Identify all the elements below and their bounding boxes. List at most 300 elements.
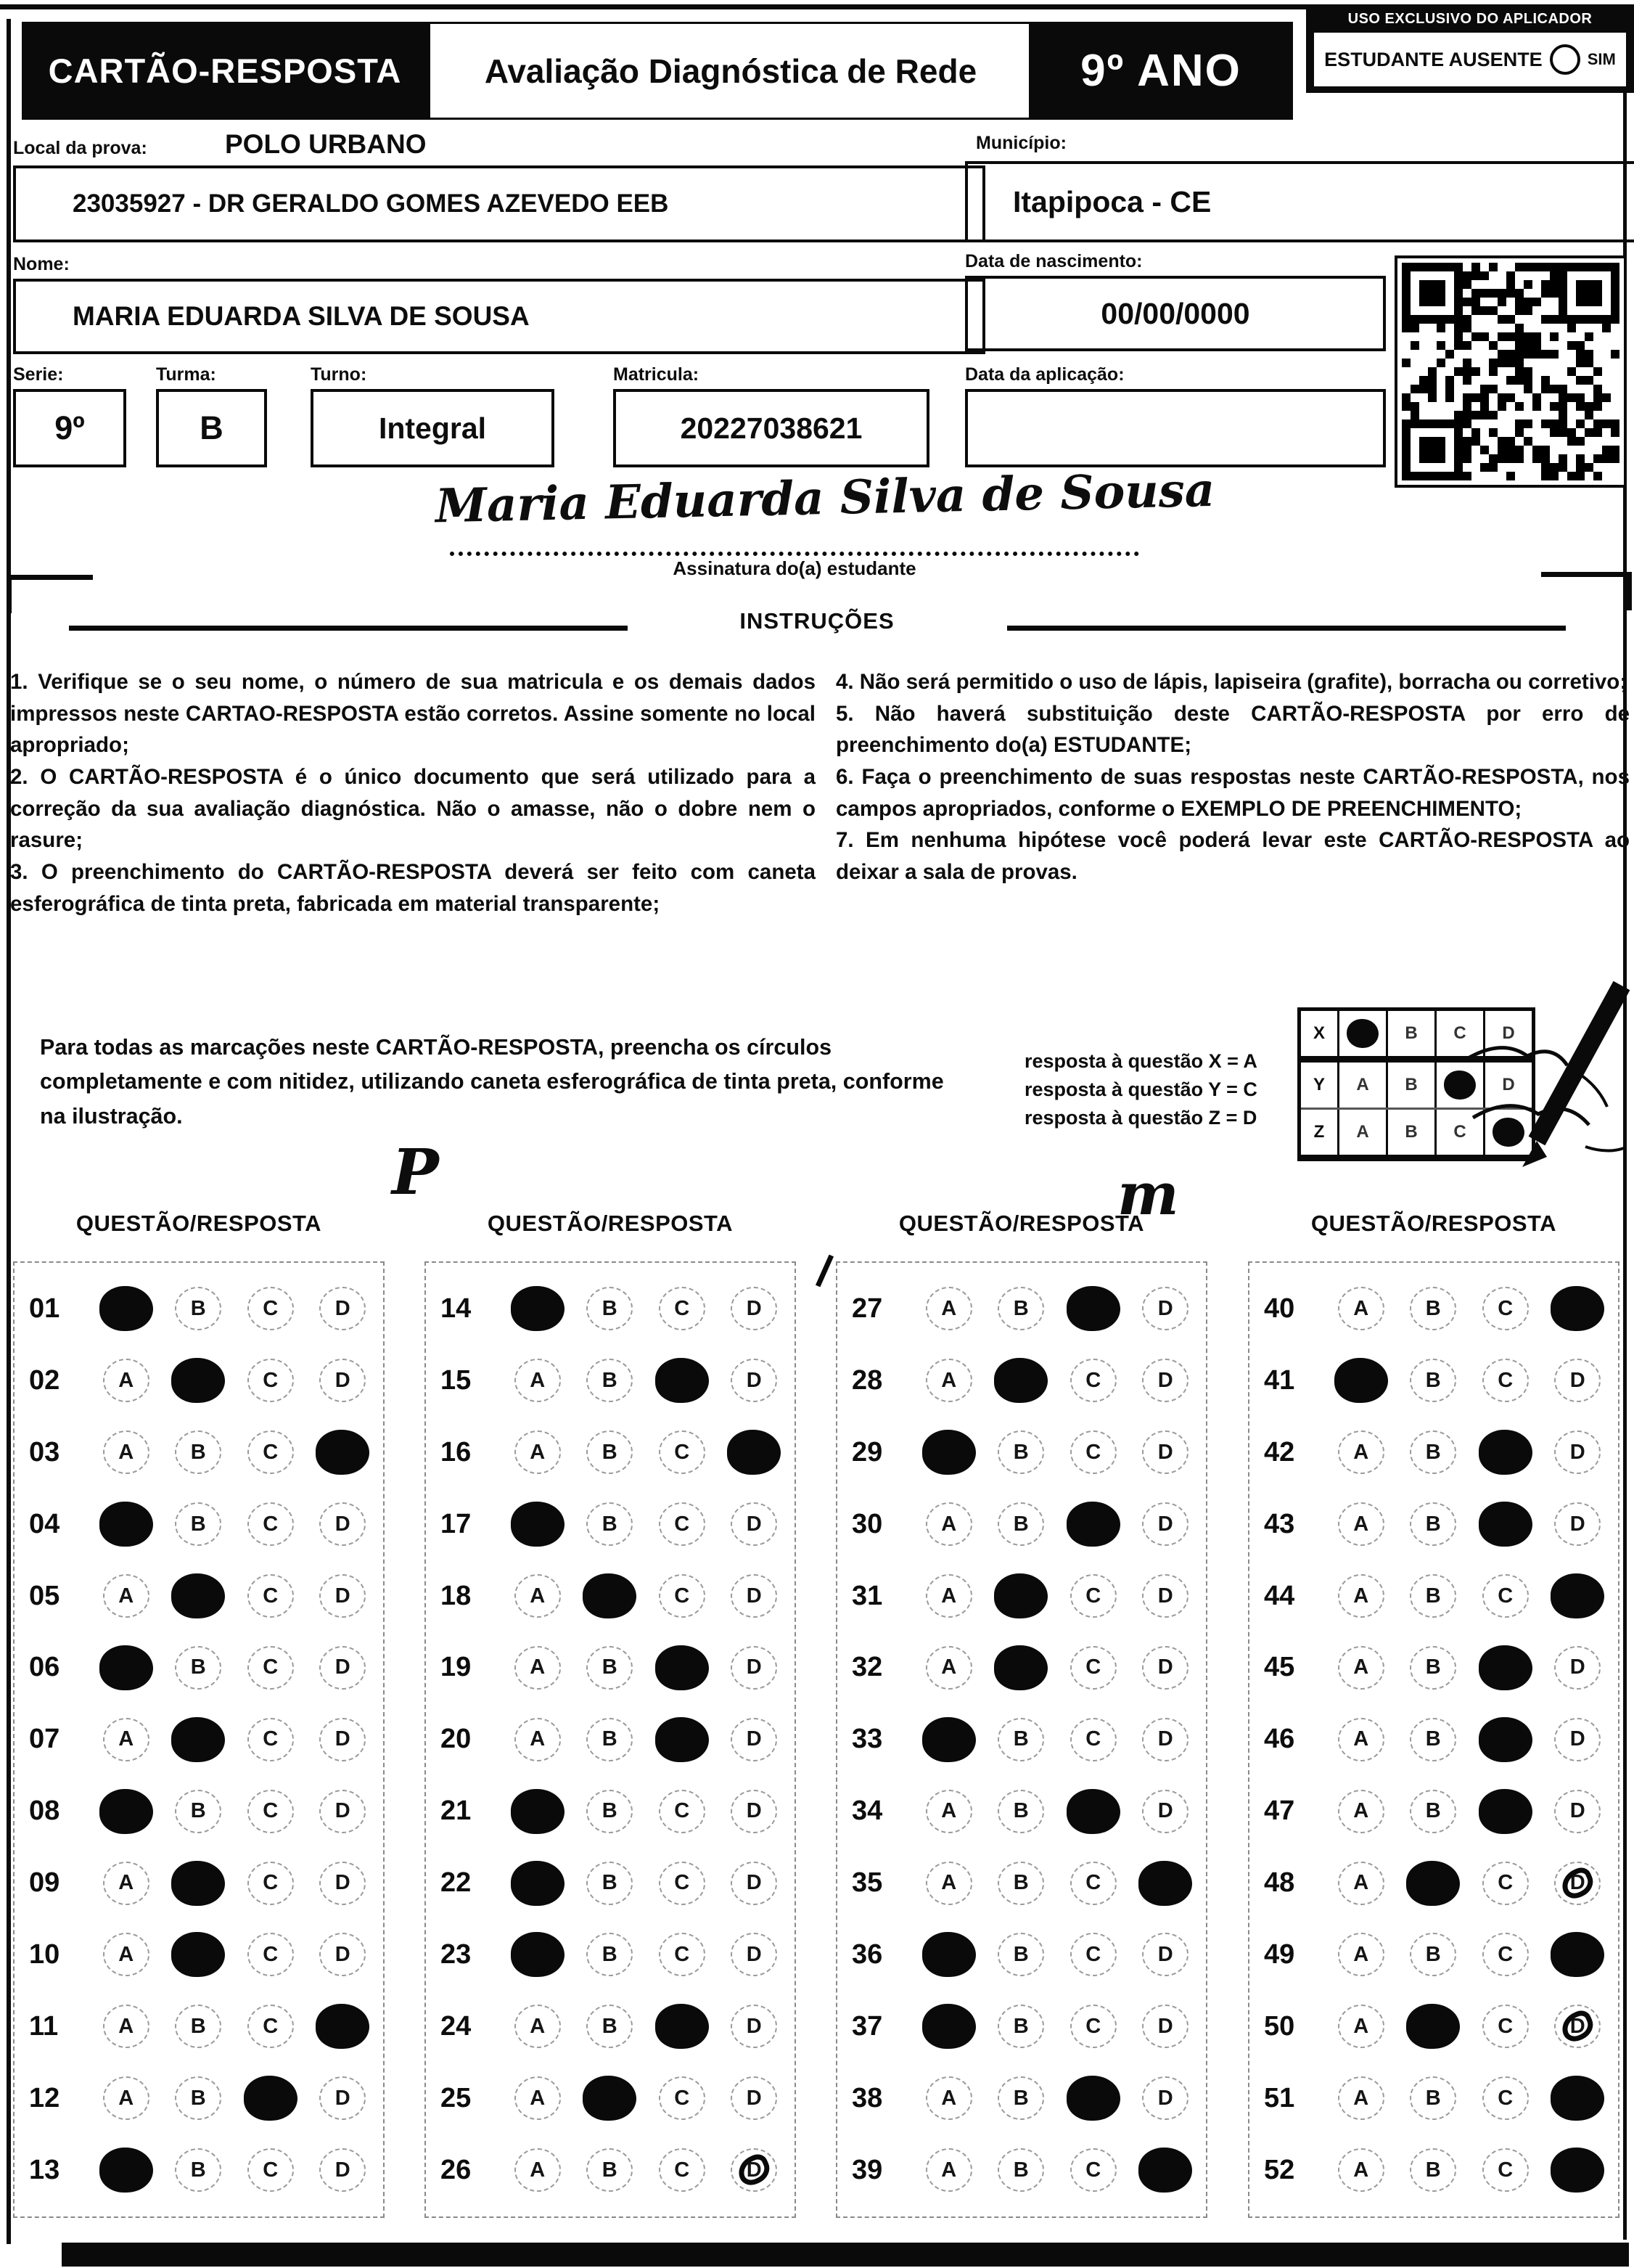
bubble-q39-a[interactable]: A <box>913 2148 985 2192</box>
bubble-q30-b[interactable]: B <box>985 1502 1058 1546</box>
bubble-q06-d[interactable]: D <box>307 1646 379 1690</box>
instruction-item: 4. Não será permitido o uso de lápis, lapiseira (grafite), borracha ou corretivo; <box>836 670 1627 694</box>
question-number: 42 <box>1264 1436 1295 1467</box>
question-number: 44 <box>1264 1580 1295 1611</box>
bubble-q29-c[interactable]: C <box>1057 1430 1130 1474</box>
bubble-q37-a[interactable] <box>913 2004 985 2049</box>
bubble-q43-d[interactable]: D <box>1542 1502 1614 1546</box>
bubble-q41-c[interactable]: C <box>1469 1359 1542 1402</box>
corner-mark-right <box>1541 572 1632 610</box>
answer-row-20 <box>430 1703 790 1775</box>
bubble-q21-d[interactable]: D <box>718 1790 791 1833</box>
bubble-q05-b[interactable] <box>163 1573 235 1618</box>
matricula-label: Matricula: <box>613 364 699 385</box>
bubble-q40-b[interactable]: B <box>1397 1287 1470 1330</box>
bubble-q01-b[interactable]: B <box>163 1287 235 1330</box>
bubble-q51-c[interactable]: C <box>1469 2076 1542 2120</box>
bubble-q46-d[interactable]: D <box>1542 1718 1614 1761</box>
instruction-item: 2. O CARTÃO-RESPOSTA é o único documento que será utilizado para a correção da sua avaliação diagnóstica. Não o amasse, não o dobre nem o rasure; <box>10 764 816 853</box>
bubble-q49-b[interactable]: B <box>1397 1933 1470 1976</box>
bubble-q24-a[interactable]: A <box>501 2005 574 2048</box>
question-number: 43 <box>1264 1508 1295 1539</box>
bubble-q49-c[interactable]: C <box>1469 1933 1542 1976</box>
bubble-q27-d[interactable]: D <box>1130 1287 1202 1330</box>
bubble-q36-a[interactable] <box>913 1932 985 1977</box>
bubble-q18-d[interactable]: D <box>718 1574 791 1618</box>
bubble-q20-d[interactable]: D <box>718 1718 791 1761</box>
bubble-q47-d[interactable]: D <box>1542 1790 1614 1833</box>
bubble-q50-a[interactable]: A <box>1325 2005 1397 2048</box>
bubble-q45-c[interactable] <box>1469 1645 1542 1690</box>
bubble-q27-a[interactable]: A <box>913 1287 985 1330</box>
bubble-q16-d[interactable] <box>718 1430 791 1475</box>
instructions-rule-right <box>1007 626 1566 631</box>
bubble-q45-b[interactable]: B <box>1397 1646 1470 1690</box>
example-bubble-Y-D: D <box>1483 1063 1532 1108</box>
bubble-q11-a[interactable]: A <box>90 2005 163 2048</box>
bubble-q01-d[interactable]: D <box>307 1287 379 1330</box>
bubble-q29-a[interactable] <box>913 1430 985 1475</box>
bubble-q19-d[interactable]: D <box>718 1646 791 1690</box>
bubble-q12-a[interactable]: A <box>90 2076 163 2120</box>
bubble-q14-b[interactable]: B <box>574 1287 646 1330</box>
bubble-q18-b[interactable] <box>574 1573 646 1618</box>
bubble-q34-d[interactable]: D <box>1130 1790 1202 1833</box>
bubble-q23-d[interactable]: D <box>718 1933 791 1976</box>
answer-row-31 <box>842 1560 1202 1632</box>
bubble-q52-c[interactable]: C <box>1469 2148 1542 2192</box>
bubble-q40-c[interactable]: C <box>1469 1287 1542 1330</box>
bubble-q07-a[interactable]: A <box>90 1718 163 1761</box>
bubble-q09-b[interactable] <box>163 1861 235 1906</box>
bubble-q28-b[interactable] <box>985 1358 1058 1403</box>
bubble-q02-c[interactable]: C <box>234 1359 307 1402</box>
bubble-q38-c[interactable] <box>1057 2076 1130 2121</box>
bubble-q04-b[interactable]: B <box>163 1502 235 1546</box>
bubble-q12-d[interactable]: D <box>307 2076 379 2120</box>
bubble-q22-d[interactable]: D <box>718 1862 791 1905</box>
question-number: 51 <box>1264 2082 1295 2113</box>
question-number: 03 <box>29 1436 60 1467</box>
question-number: 28 <box>852 1364 883 1396</box>
bubble-q37-b[interactable]: B <box>985 2005 1058 2048</box>
bubble-q21-c[interactable]: C <box>646 1790 718 1833</box>
bubble-q41-a[interactable] <box>1325 1358 1397 1403</box>
bubble-q30-c[interactable] <box>1057 1502 1130 1547</box>
bubble-q04-c[interactable]: C <box>234 1502 307 1546</box>
bubble-q33-a[interactable] <box>913 1717 985 1762</box>
bubble-q17-d[interactable]: D <box>718 1502 791 1546</box>
absent-sim-bubble[interactable] <box>1550 44 1580 75</box>
bubble-q45-d[interactable]: D <box>1542 1646 1614 1690</box>
bubble-q38-d[interactable]: D <box>1130 2076 1202 2120</box>
question-number: 20 <box>440 1724 472 1755</box>
question-number: 01 <box>29 1293 60 1324</box>
bubble-q06-a[interactable] <box>90 1645 163 1690</box>
bubble-q44-d[interactable] <box>1542 1573 1614 1618</box>
bubble-q36-d[interactable]: D <box>1130 1933 1202 1976</box>
question-number: 30 <box>852 1508 883 1539</box>
bubble-q07-b[interactable] <box>163 1717 235 1762</box>
bubble-q26-c[interactable]: C <box>646 2148 718 2192</box>
handwritten-m-annotation: m <box>1117 1160 1179 1228</box>
question-number: 15 <box>440 1364 472 1396</box>
bubble-q42-d[interactable]: D <box>1542 1430 1614 1474</box>
bubble-q03-a[interactable]: A <box>90 1430 163 1474</box>
answer-row-07 <box>19 1703 379 1775</box>
question-number: 27 <box>852 1293 883 1324</box>
bubble-q02-b[interactable] <box>163 1358 235 1403</box>
answer-row-39 <box>842 2134 1202 2206</box>
answer-row-25 <box>430 2063 790 2134</box>
bubble-q44-b[interactable]: B <box>1397 1574 1470 1618</box>
answer-row-16 <box>430 1417 790 1489</box>
question-number: 49 <box>1264 1939 1295 1970</box>
bubble-q38-a[interactable]: A <box>913 2076 985 2120</box>
answer-row-15 <box>430 1345 790 1417</box>
bubble-q03-d[interactable] <box>307 1430 379 1475</box>
bubble-q11-c[interactable]: C <box>234 2005 307 2048</box>
bubble-q46-a[interactable]: A <box>1325 1718 1397 1761</box>
bubble-q32-a[interactable]: A <box>913 1646 985 1690</box>
bubble-q25-d[interactable]: D <box>718 2076 791 2120</box>
legend-line-z: resposta à questão Z = D <box>1025 1107 1257 1129</box>
answer-row-42 <box>1254 1417 1614 1489</box>
bubble-q11-b[interactable]: B <box>163 2005 235 2048</box>
bubble-q39-c[interactable]: C <box>1057 2148 1130 2192</box>
question-number: 22 <box>440 1867 472 1899</box>
question-number: 48 <box>1264 1867 1295 1899</box>
bubble-q28-a[interactable]: A <box>913 1359 985 1402</box>
bubble-q05-d[interactable]: D <box>307 1574 379 1618</box>
card-title: CARTÃO-RESPOSTA <box>22 22 428 120</box>
bubble-q25-b[interactable] <box>574 2076 646 2121</box>
bubble-q03-c[interactable]: C <box>234 1430 307 1474</box>
instruction-item: 7. Em nenhuma hipótese você poderá levar este CARTÃO-RESPOSTA ao deixar a sala de provas. <box>836 828 1630 884</box>
qr-code <box>1395 255 1627 488</box>
question-number: 09 <box>29 1867 60 1899</box>
bubble-q33-c[interactable]: C <box>1057 1718 1130 1761</box>
bubble-q48-c[interactable]: C <box>1469 1862 1542 1905</box>
answer-row-19 <box>430 1632 790 1703</box>
answer-row-33 <box>842 1703 1202 1775</box>
bubble-q10-c[interactable]: C <box>234 1933 307 1976</box>
question-number: 36 <box>852 1939 883 1970</box>
question-number: 52 <box>1264 2154 1295 2185</box>
bubble-q16-a[interactable]: A <box>501 1430 574 1474</box>
bubble-q07-d[interactable]: D <box>307 1718 379 1761</box>
answer-row-26 <box>430 2134 790 2206</box>
question-response-header: QUESTÃO/RESPOSTA <box>1310 1211 1557 1236</box>
bubble-q15-a[interactable]: A <box>501 1359 574 1402</box>
bubble-q29-d[interactable]: D <box>1130 1430 1202 1474</box>
answer-row-38 <box>842 2063 1202 2134</box>
bubble-q34-b[interactable]: B <box>985 1790 1058 1833</box>
bubble-q22-a[interactable] <box>501 1861 574 1906</box>
bubble-q26-a[interactable]: A <box>501 2148 574 2192</box>
answer-row-11 <box>19 1991 379 2063</box>
bubble-q05-c[interactable]: C <box>234 1574 307 1618</box>
question-number: 19 <box>440 1652 472 1683</box>
bubble-q17-c[interactable]: C <box>646 1502 718 1546</box>
bubble-q23-c[interactable]: C <box>646 1933 718 1976</box>
bubble-q31-b[interactable] <box>985 1573 1058 1618</box>
bubble-q05-a[interactable]: A <box>90 1574 163 1618</box>
bubble-q27-b[interactable]: B <box>985 1287 1058 1330</box>
bubble-q13-c[interactable]: C <box>234 2148 307 2192</box>
answer-row-24 <box>430 1991 790 2063</box>
bubble-q20-c[interactable] <box>646 1717 718 1762</box>
bubble-q42-b[interactable]: B <box>1397 1430 1470 1474</box>
bubble-q12-b[interactable]: B <box>163 2076 235 2120</box>
bubble-q13-b[interactable]: B <box>163 2148 235 2192</box>
question-number: 10 <box>29 1939 60 1970</box>
bubble-q35-b[interactable]: B <box>985 1862 1058 1905</box>
bubble-q22-c[interactable]: C <box>646 1862 718 1905</box>
applicator-box <box>1306 6 1634 93</box>
bubble-q17-b[interactable]: B <box>574 1502 646 1546</box>
bubble-q52-a[interactable]: A <box>1325 2148 1397 2192</box>
bubble-q47-b[interactable]: B <box>1397 1790 1470 1833</box>
turma-label: Turma: <box>156 364 216 385</box>
bubble-q41-d[interactable]: D <box>1542 1359 1614 1402</box>
bubble-q49-d[interactable] <box>1542 1932 1614 1977</box>
bubble-q24-b[interactable]: B <box>574 2005 646 2048</box>
bubble-q25-a[interactable]: A <box>501 2076 574 2120</box>
question-number: 33 <box>852 1724 883 1755</box>
bubble-q50-d[interactable]: D <box>1542 2005 1614 2048</box>
answer-row-17 <box>430 1489 790 1560</box>
bubble-q13-d[interactable]: D <box>307 2148 379 2192</box>
bubble-q35-a[interactable]: A <box>913 1862 985 1905</box>
bubble-q11-d[interactable] <box>307 2004 379 2049</box>
bubble-q42-c[interactable] <box>1469 1430 1542 1475</box>
bubble-q14-d[interactable]: D <box>718 1287 791 1330</box>
bubble-q52-d[interactable] <box>1542 2148 1614 2193</box>
bubble-q43-b[interactable]: B <box>1397 1502 1470 1546</box>
bubble-q14-c[interactable]: C <box>646 1287 718 1330</box>
answer-row-01 <box>19 1273 379 1345</box>
bubble-q48-b[interactable] <box>1397 1861 1470 1906</box>
bubble-q50-c[interactable]: C <box>1469 2005 1542 2048</box>
bubble-q18-a[interactable]: A <box>501 1574 574 1618</box>
bubble-q02-d[interactable]: D <box>307 1359 379 1402</box>
bubble-q08-b[interactable]: B <box>163 1790 235 1833</box>
question-number: 37 <box>852 2010 883 2042</box>
bubble-q43-c[interactable] <box>1469 1502 1542 1547</box>
bubble-q04-a[interactable] <box>90 1502 163 1547</box>
bubble-q31-d[interactable]: D <box>1130 1574 1202 1618</box>
instruction-item: 1. Verifique se o seu nome, o número de sua matricula e os demais dados impressos neste CARTAO-RESPOSTA estão corretos. Assine somente no local apropriado; <box>10 670 816 758</box>
bubble-q36-b[interactable]: B <box>985 1933 1058 1976</box>
answer-row-47 <box>1254 1775 1614 1847</box>
answer-row-43 <box>1254 1489 1614 1560</box>
bubble-q10-b[interactable] <box>163 1932 235 1977</box>
bubble-q09-d[interactable]: D <box>307 1862 379 1905</box>
bubble-q39-b[interactable]: B <box>985 2148 1058 2192</box>
legend-line-y: resposta à questão Y = C <box>1025 1078 1257 1101</box>
bubble-q32-c[interactable]: C <box>1057 1646 1130 1690</box>
bubble-q16-b[interactable]: B <box>574 1430 646 1474</box>
bubble-q32-d[interactable]: D <box>1130 1646 1202 1690</box>
bubble-q40-a[interactable]: A <box>1325 1287 1397 1330</box>
example-bubble-X-A <box>1337 1011 1386 1056</box>
answer-row-45 <box>1254 1632 1614 1703</box>
bubble-q30-a[interactable]: A <box>913 1502 985 1546</box>
bubble-q01-c[interactable]: C <box>234 1287 307 1330</box>
answer-row-21 <box>430 1775 790 1847</box>
bubble-q33-d[interactable]: D <box>1130 1718 1202 1761</box>
bubble-q14-a[interactable] <box>501 1286 574 1331</box>
answer-row-13 <box>19 2134 379 2206</box>
answer-row-34 <box>842 1775 1202 1847</box>
answer-row-02 <box>19 1345 379 1417</box>
answer-row-50 <box>1254 1991 1614 2063</box>
bubble-q33-b[interactable]: B <box>985 1718 1058 1761</box>
bubble-q41-b[interactable]: B <box>1397 1359 1470 1402</box>
example-bubble-X-C: C <box>1434 1011 1483 1056</box>
bubble-q10-d[interactable]: D <box>307 1933 379 1976</box>
bubble-q31-a[interactable]: A <box>913 1574 985 1618</box>
bubble-q21-b[interactable]: B <box>574 1790 646 1833</box>
bubble-q50-b[interactable] <box>1397 2004 1470 2049</box>
answer-row-28 <box>842 1345 1202 1417</box>
bubble-q34-a[interactable]: A <box>913 1790 985 1833</box>
bubble-q27-c[interactable] <box>1057 1286 1130 1331</box>
example-bubble-Z-C: C <box>1434 1110 1483 1155</box>
bubble-q28-d[interactable]: D <box>1130 1359 1202 1402</box>
instructions-right-column <box>836 666 1630 888</box>
bubble-q20-b[interactable]: B <box>574 1718 646 1761</box>
bubble-q29-b[interactable]: B <box>985 1430 1058 1474</box>
bubble-q36-c[interactable]: C <box>1057 1933 1130 1976</box>
bubble-q15-c[interactable] <box>646 1358 718 1403</box>
bubble-q24-c[interactable] <box>646 2004 718 2049</box>
bubble-q47-a[interactable]: A <box>1325 1790 1397 1833</box>
answer-row-03 <box>19 1417 379 1489</box>
bubble-q45-a[interactable]: A <box>1325 1646 1397 1690</box>
question-number: 04 <box>29 1508 60 1539</box>
bubble-q44-c[interactable]: C <box>1469 1574 1542 1618</box>
bubble-q15-b[interactable]: B <box>574 1359 646 1402</box>
bubble-q49-a[interactable]: A <box>1325 1933 1397 1976</box>
bubble-q06-b[interactable]: B <box>163 1646 235 1690</box>
bubble-q46-b[interactable]: B <box>1397 1718 1470 1761</box>
question-number: 45 <box>1264 1652 1295 1683</box>
bubble-q09-c[interactable]: C <box>234 1862 307 1905</box>
example-bubble-X-B: B <box>1386 1011 1434 1056</box>
question-number: 18 <box>440 1580 472 1611</box>
bubble-q44-a[interactable]: A <box>1325 1574 1397 1618</box>
question-number: 50 <box>1264 2010 1295 2042</box>
bubble-q39-d[interactable] <box>1130 2148 1202 2193</box>
bubble-q48-a[interactable]: A <box>1325 1862 1397 1905</box>
bubble-q34-c[interactable] <box>1057 1789 1130 1834</box>
bubble-q17-a[interactable] <box>501 1502 574 1547</box>
bubble-q25-c[interactable]: C <box>646 2076 718 2120</box>
bubble-q37-d[interactable]: D <box>1130 2005 1202 2048</box>
example-bubble-Y-B: B <box>1386 1063 1434 1108</box>
bubble-q06-c[interactable]: C <box>234 1646 307 1690</box>
bubble-q04-d[interactable]: D <box>307 1502 379 1546</box>
bubble-q43-a[interactable]: A <box>1325 1502 1397 1546</box>
bubble-q08-c[interactable]: C <box>234 1790 307 1833</box>
answer-row-44 <box>1254 1560 1614 1632</box>
question-number: 08 <box>29 1796 60 1827</box>
bubble-q40-d[interactable] <box>1542 1286 1614 1331</box>
bubble-q03-b[interactable]: B <box>163 1430 235 1474</box>
bubble-q47-c[interactable] <box>1469 1789 1542 1834</box>
bubble-q20-a[interactable]: A <box>501 1718 574 1761</box>
turno-field: Integral <box>311 389 554 467</box>
bubble-q08-a[interactable] <box>90 1789 163 1834</box>
bubble-q23-b[interactable]: B <box>574 1933 646 1976</box>
example-bubble-Z-A: A <box>1337 1110 1386 1155</box>
bubble-q10-a[interactable]: A <box>90 1933 163 1976</box>
bubble-q18-c[interactable]: C <box>646 1574 718 1618</box>
bubble-q22-b[interactable]: B <box>574 1862 646 1905</box>
question-number: 05 <box>29 1580 60 1611</box>
question-number: 38 <box>852 2082 883 2113</box>
bubble-q23-a[interactable] <box>501 1932 574 1977</box>
bubble-q46-c[interactable] <box>1469 1717 1542 1762</box>
answer-grid <box>424 1261 796 2218</box>
bubble-q26-b[interactable]: B <box>574 2148 646 2192</box>
bubble-q51-a[interactable]: A <box>1325 2076 1397 2120</box>
signature-line <box>450 499 1139 556</box>
bubble-q08-d[interactable]: D <box>307 1790 379 1833</box>
bubble-q15-d[interactable]: D <box>718 1359 791 1402</box>
answer-column-2 <box>424 1211 796 2218</box>
bubble-q38-b[interactable]: B <box>985 2076 1058 2120</box>
bubble-q09-a[interactable]: A <box>90 1862 163 1905</box>
question-number: 40 <box>1264 1293 1295 1324</box>
bubble-q21-a[interactable] <box>501 1789 574 1834</box>
bubble-q24-d[interactable]: D <box>718 2005 791 2048</box>
bubble-q19-b[interactable]: B <box>574 1646 646 1690</box>
bubble-q32-b[interactable] <box>985 1645 1058 1690</box>
bubble-q35-c[interactable]: C <box>1057 1862 1130 1905</box>
bubble-q26-d[interactable]: D <box>718 2148 791 2192</box>
bubble-q16-c[interactable]: C <box>646 1430 718 1474</box>
bubble-q30-d[interactable]: D <box>1130 1502 1202 1546</box>
bubble-q28-c[interactable]: C <box>1057 1359 1130 1402</box>
bubble-q19-c[interactable] <box>646 1645 718 1690</box>
bubble-q51-b[interactable]: B <box>1397 2076 1470 2120</box>
bubble-q31-c[interactable]: C <box>1057 1574 1130 1618</box>
bubble-q01-a[interactable] <box>90 1286 163 1331</box>
question-response-header: QUESTÃO/RESPOSTA <box>487 1211 734 1236</box>
answer-row-05 <box>19 1560 379 1632</box>
bubble-q35-d[interactable] <box>1130 1861 1202 1906</box>
bubble-q13-a[interactable] <box>90 2148 163 2193</box>
bubble-q48-d[interactable]: D <box>1542 1862 1614 1905</box>
bubble-q51-d[interactable] <box>1542 2076 1614 2121</box>
pencil-hand-illustration <box>1458 980 1633 1198</box>
question-number: 34 <box>852 1796 883 1827</box>
grade-badge: 9º ANO <box>1029 22 1293 120</box>
bubble-q42-a[interactable]: A <box>1325 1430 1397 1474</box>
bubble-q07-c[interactable]: C <box>234 1718 307 1761</box>
bubble-q02-a[interactable]: A <box>90 1359 163 1402</box>
answer-grid <box>13 1261 385 2218</box>
question-number: 39 <box>852 2154 883 2185</box>
bubble-q52-b[interactable]: B <box>1397 2148 1470 2192</box>
bubble-q37-c[interactable]: C <box>1057 2005 1130 2048</box>
bubble-q19-a[interactable]: A <box>501 1646 574 1690</box>
bubble-q12-c[interactable] <box>234 2076 307 2121</box>
answer-row-37 <box>842 1991 1202 2063</box>
